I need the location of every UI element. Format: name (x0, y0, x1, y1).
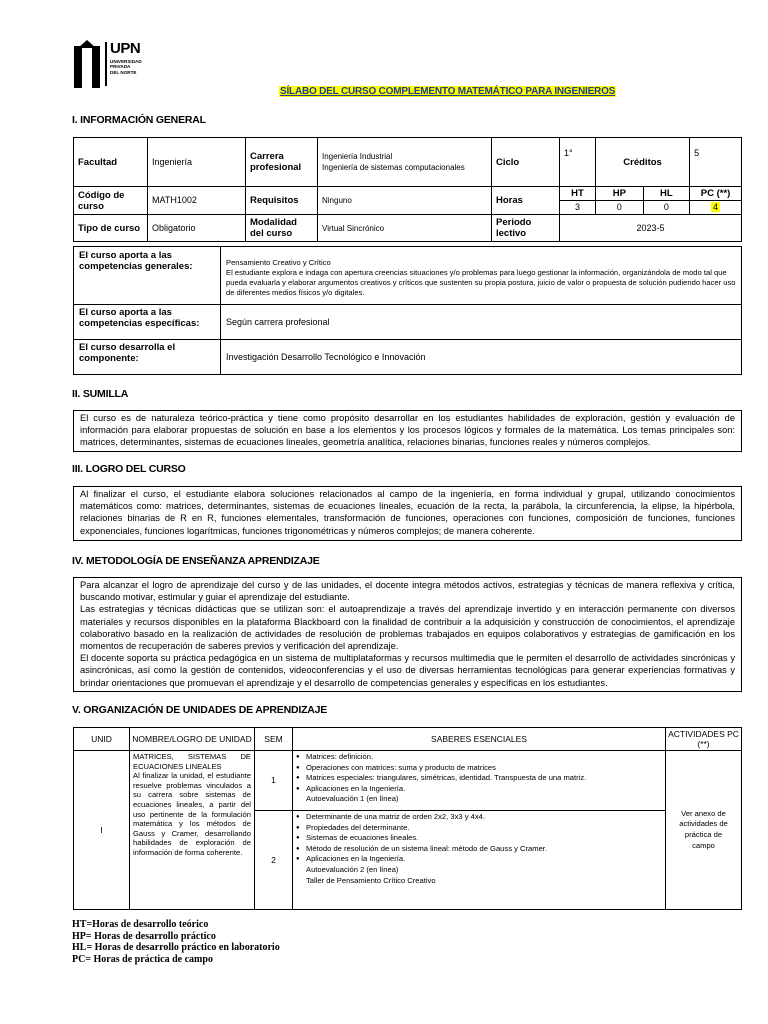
logo-bar-right (92, 46, 100, 88)
tipo-label: Tipo de curso (74, 215, 148, 242)
logo-bar-top (78, 40, 96, 48)
hours-legend (72, 919, 280, 965)
codigo-label: Código de curso (74, 187, 148, 215)
list-item: ● Sistemas de ecuaciones lineales. (306, 833, 662, 844)
creditos-label: Créditos (596, 138, 690, 187)
week-saberes (293, 811, 666, 910)
competencias-especificas-label: El curso aporta a las competencias específicas: (74, 305, 221, 340)
carrera-value: Ingeniería Industrial Ingeniería de sistemas computacionales (318, 138, 492, 187)
list-item: ● Determinante de una matriz de orden 2x2, 3x3 y 4x4. (306, 812, 662, 823)
section-heading-informacion: I. INFORMACIÓN GENERAL (72, 114, 206, 126)
list-item: ● Propiedades del determinante. (306, 823, 662, 834)
list-item: ● Aplicaciones en la Ingeniería. (306, 784, 662, 795)
creditos-value: 5 (690, 138, 742, 187)
facultad-label: Facultad (74, 138, 148, 187)
logo-bar-left (74, 46, 82, 88)
general-info-table (73, 137, 742, 242)
metodologia-text (73, 577, 742, 692)
componente-label: El curso desarrolla el componente: (74, 340, 221, 375)
logo-bar-divider (105, 42, 107, 86)
legend-line: HT=Horas de desarrollo teórico (72, 919, 209, 930)
week-number: 2 (255, 811, 293, 910)
competencias-generales-label: El curso aporta a las competencias generales: (74, 247, 221, 305)
legend-line: HP= Horas de desarrollo práctico (72, 930, 216, 942)
upn-logo (72, 40, 148, 88)
header-nombre: NOMBRE/LOGRO DE UNIDAD (130, 728, 255, 751)
document-title: SÍLABO DEL CURSO COMPLEMENTO MATEMÁTICO PARA INGENIEROS (280, 86, 616, 97)
tipo-value: Obligatorio (148, 215, 246, 242)
week-extra: Autoevaluación 1 (en línea) (306, 794, 399, 804)
facultad-value: Ingeniería (148, 138, 246, 187)
section-heading-unidades: V. ORGANIZACIÓN DE UNIDADES DE APRENDIZAJE (72, 704, 328, 716)
hl-label: HL (643, 187, 690, 201)
section-heading-metodologia: IV. METODOLOGÍA DE ENSEÑANZA APRENDIZAJE (72, 555, 320, 567)
requisitos-label: Requisitos (246, 187, 318, 215)
logo-subtext: UNIVERSIDAD PRIVADA DEL NORTE (110, 59, 142, 75)
logo-text: UPN (110, 40, 141, 57)
header-actividades: ACTIVIDADES PC (**) (666, 728, 742, 751)
header-saberes: SABERES ESENCIALES (293, 728, 666, 751)
carrera-label: Carrera profesional (246, 138, 318, 187)
modalidad-value: Virtual Sincrónico (318, 215, 492, 242)
list-item: ● Operaciones con matrices: suma y producto de matrices (306, 763, 662, 774)
competencias-generales-value: Pensamiento Creativo y Crítico El estudiante explora e indaga con apertura creencias situaciones y/o problemas para luego gestionar la información, organizándola de modo tal que pueda evaluarla y elaborar argumentos creativos y críticos que sustenten su propia postura, juicio de valor o propuesta de solución pudiendo hacer uso de diferentes medios físicos y/o digitales. (221, 247, 742, 305)
ht-label: HT (560, 187, 596, 201)
section-heading-sumilla: II. SUMILLA (72, 388, 129, 400)
week-number: 1 (255, 751, 293, 811)
unidad-number: I (74, 751, 130, 910)
ciclo-value: 1° (560, 138, 596, 187)
legend-line: HL= Horas de desarrollo práctico en laboratorio (72, 942, 280, 954)
header-unidad: UNID (74, 728, 130, 751)
list-item: ● Matrices: definición. (306, 752, 662, 763)
logro-text: Al finalizar el curso, el estudiante elabora soluciones relacionados al campo de la ingeniería, en forma individual y grupal, utilizando conocimientos matemáticos como: matrices, determinantes, sistemas de ecuaciones lineales, ecuación de la recta, la parábola, la circunferencia, la elipse, la hipérbola, relaciones binarias de R en R, funciones elementales, transformación de funciones, operaciones con funciones, composición de funciones, funciones exponenciales, funciones logarítmicas, funciones trigonométricas y números complejos; de manera coherente. (73, 486, 742, 541)
metodologia-paragraph: El docente soporta su práctica pedagógica en un sistema de multiplataformas y recursos multimedia que le permiten el desarrollo de actividades sincrónicas y asincrónicas, así como la gestión de contenidos, videoconferencias y el uso de diversas herramientas tecnológicas para generar experiencias formativas y brindar orientaciones que promuevan el aprendizaje y el desarrollo de competencias generales y específicas en los estudiantes. (80, 653, 735, 688)
competencias-table (73, 246, 742, 375)
ciclo-label: Ciclo (492, 138, 560, 187)
week-extra: Autoevaluación 2 (en línea) (306, 864, 399, 874)
pc-value: 4 (690, 201, 742, 215)
hl-value: 0 (643, 201, 690, 215)
metodologia-paragraph: Para alcanzar el logro de aprendizaje del curso y de las unidades, el docente integra métodos activos, estrategias y técnicas de manera reflexiva y crítica, buscando motivar, estimular y guiar el aprendizaje del estudiante. (80, 580, 735, 603)
sumilla-text: El curso es de naturaleza teórico-práctica y tiene como propósito desarrollar en los estudiantes habilidades de exploración, gestión y evaluación de información para elaborar propuestas de solución en base a los elementos y los procesos lógicos y formales de la matemática. Los temas principales son: matrices, determinantes, sistemas de ecuaciones lineales, geometría analítica, relaciones binarias, funciones reales y números complejos. (73, 410, 742, 452)
header-sem: SEM (255, 728, 293, 751)
horas-label: Horas (492, 187, 560, 215)
list-item: ● Método de resolución de un sistema lineal: método de Gauss y Cramer. (306, 844, 662, 855)
list-item: ● Aplicaciones en la Ingeniería. (306, 854, 662, 865)
competencias-especificas-value: Según carrera profesional (221, 305, 742, 340)
unidad-nombre: MATRICES, SISTEMAS DE ECUACIONES LINEALES Al finalizar la unidad, el estudiante resuelve problemas vinculados a su carrera sobre sistemas de ecuaciones lineales, a partir del uso pertinente de la formulación matemática y los métodos de Gauss y Cramer, desarrollando habilidades de exploración de información de forma coherente. (130, 751, 255, 910)
periodo-label: Periodo lectivo (492, 215, 560, 242)
list-item: ● Matrices especiales: triangulares, simétricas, identidad. Transpuesta de una matriz. (306, 773, 662, 784)
pc-label: PC (**) (690, 187, 742, 201)
hp-label: HP (596, 187, 644, 201)
legend-line: PC= Horas de práctica de campo (72, 953, 213, 965)
codigo-value: MATH1002 (148, 187, 246, 215)
week-saberes (293, 751, 666, 811)
hp-value: 0 (596, 201, 644, 215)
requisitos-value: Ninguno (318, 187, 492, 215)
week-extra: Taller de Pensamiento Crítico Creativo (306, 875, 436, 885)
actividades-value: Ver anexo de actividades de práctica de campo (666, 751, 742, 910)
units-table (73, 727, 742, 910)
periodo-value: 2023-5 (560, 215, 742, 242)
componente-value: Investigación Desarrollo Tecnológico e Innovación (221, 340, 742, 375)
section-heading-logro: III. LOGRO DEL CURSO (72, 463, 186, 475)
modalidad-label: Modalidad del curso (246, 215, 318, 242)
metodologia-paragraph: Las estrategias y técnicas didácticas que se utilizan son: el autoaprendizaje a través del aprendizaje invertido y en interacción permanente con diversos materiales y recursos disponibles en la plataforma Blackboard con la finalidad de contribuir a la adquisición y construcción de conocimientos, el aprendizaje colaborativo basado en la realización de actividades de resolución de problemas trabajados en equipos colaborativos y estrategias de gamificación en los momentos de recuperación de saberes previos y verificación del aprendizaje. (80, 604, 735, 652)
ht-value: 3 (560, 201, 596, 215)
